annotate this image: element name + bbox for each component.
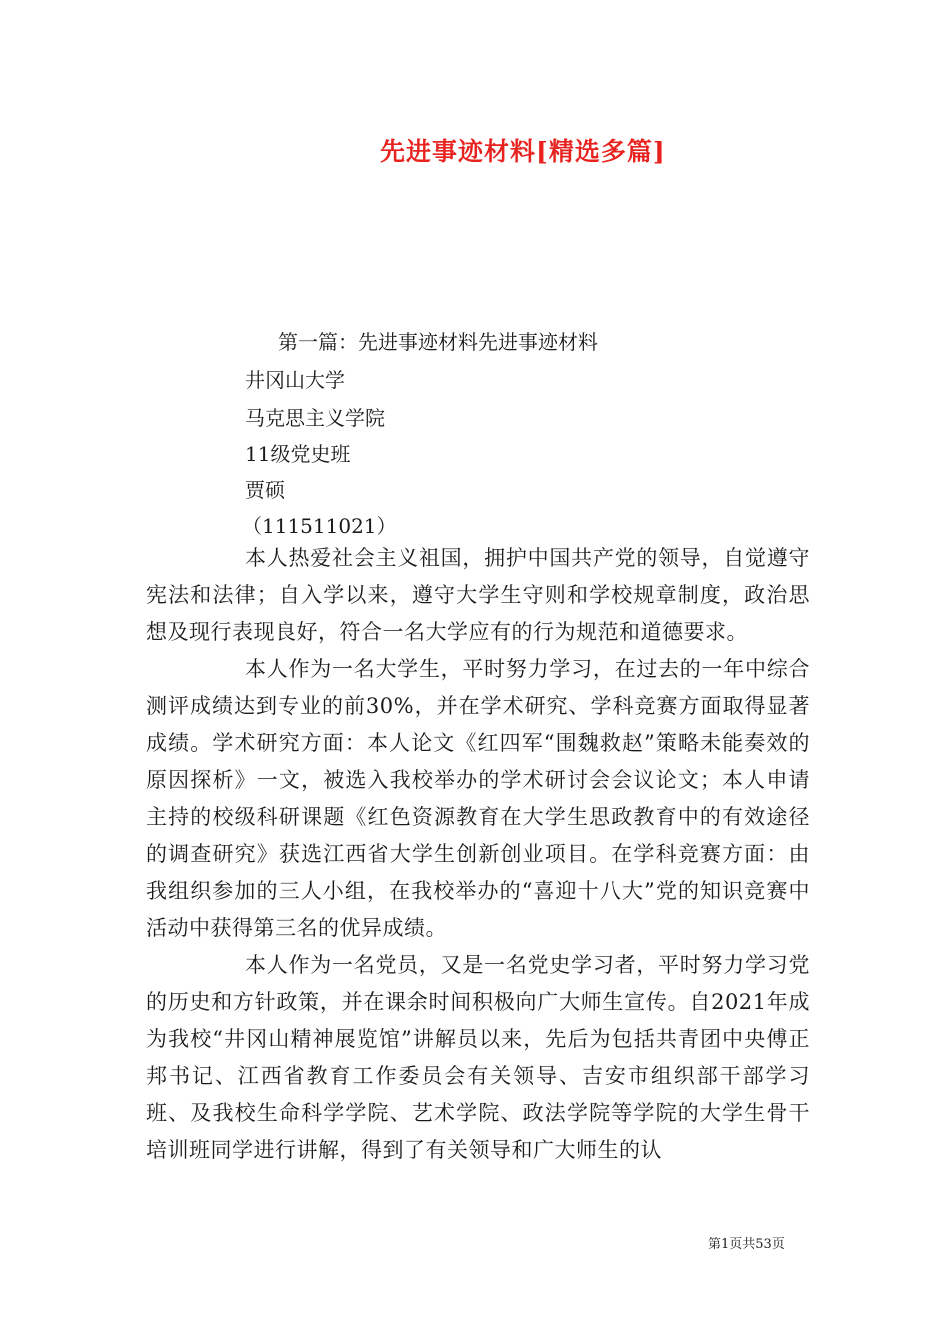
paragraph: 本人作为一名大学生，平时努力学习，在过去的一年中综合测评成绩达到专业的前30%，并在学术研究、学科竞赛方面取得显著成绩。学术研究方面：本人论文《红四军“围魏救赵”策略未能奏效的原因探析》一文，被选入我校举办的学术研讨会会议论文；本人申请主持的校级科研课题《红色资源教育在大学生思政教育中的有效途径的调查研究》获选江西省大学生创新创业项目。在学科竞赛方面：由我组织参加的三人小组，在我校举办的“喜迎十八大”党的知识竞赛中活动中获得第三名的优异成绩。 <box>146 657 810 940</box>
meta-class: 11级党史班 <box>245 442 351 466</box>
document-title: 先进事迹材料[精选多篇] <box>380 137 666 166</box>
meta-author: 贾硕 <box>245 478 285 502</box>
meta-university: 井冈山大学 <box>245 368 345 392</box>
meta-school: 马克思主义学院 <box>245 406 385 430</box>
section-heading: 第一篇：先进事迹材料先进事迹材料 <box>278 330 598 354</box>
paragraph: 本人作为一名党员，又是一名党史学习者，平时努力学习党的历史和方针政策，并在课余时间积极向广大师生宣传。自2021年成为我校“井冈山精神展览馆”讲解员以来，先后为包括共青团中央傅正邦书记、江西省教育工作委员会有关领导、吉安市组织部干部学习班、及我校生命科学学院、艺术学院、政法学院等学院的大学生骨干培训班同学进行讲解，得到了有关领导和广大师生的认 <box>146 953 810 1162</box>
page-footer: 第1页共53页 <box>708 1237 785 1252</box>
paragraph: 本人热爱社会主义祖国，拥护中国共产党的领导，自觉遵守宪法和法律；自入学以来，遵守大学生守则和学校规章制度，政治思想及现行表现良好，符合一名大学应有的行为规范和道德要求。 <box>146 546 810 644</box>
meta-student-id: （111511021） <box>242 514 397 538</box>
document-body <box>146 540 810 1169</box>
